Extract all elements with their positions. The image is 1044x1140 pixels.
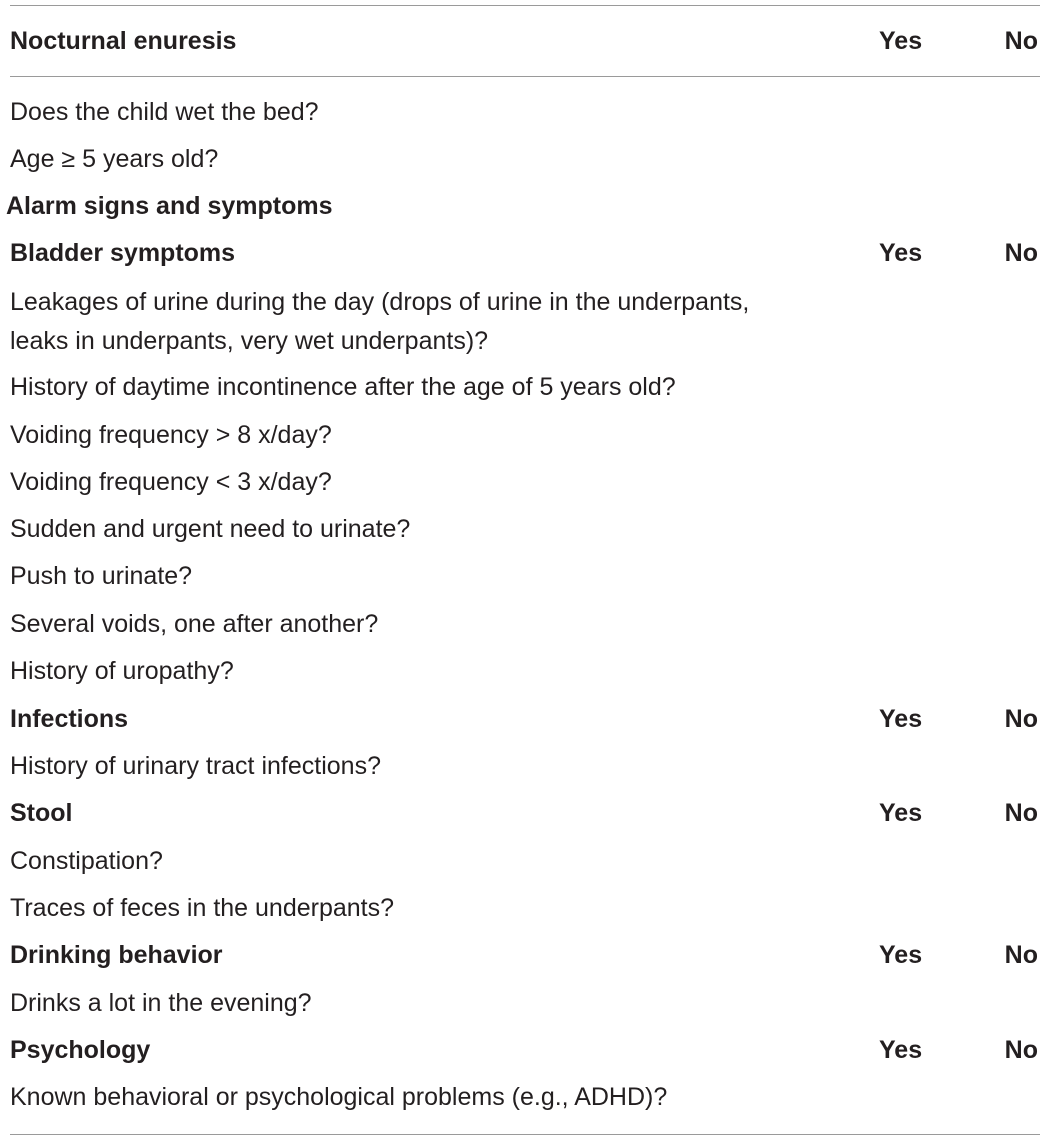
column-no: No: [1004, 27, 1038, 55]
category-row-bladder: [10, 231, 1040, 275]
question-row: [10, 981, 1040, 1025]
question-text: Sudden and urgent need to urinate?: [10, 515, 411, 543]
question-row: [10, 602, 1040, 646]
question-text: Several voids, one after another?: [10, 610, 379, 638]
header-title: Nocturnal enuresis: [10, 27, 237, 55]
question-text: History of urinary tract infections?: [10, 752, 381, 780]
question-text: Voiding frequency > 8 x/day?: [10, 421, 332, 449]
category-title: Psychology: [10, 1036, 151, 1064]
question-row: [10, 283, 1040, 367]
top-rule: [10, 5, 1040, 6]
category-row-psychology: [10, 1028, 1040, 1072]
category-title: Stool: [10, 799, 73, 827]
question-text: Age ≥ 5 years old?: [10, 145, 219, 173]
column-no: No: [1004, 799, 1038, 827]
column-yes: Yes: [879, 239, 923, 267]
question-text: History of uropathy?: [10, 657, 234, 685]
category-title: Infections: [10, 705, 129, 733]
column-no: No: [1004, 941, 1038, 969]
question-row: [10, 460, 1040, 504]
question-text: Traces of feces in the underpants?: [10, 894, 395, 922]
category-row-drinking: [10, 933, 1040, 977]
column-no: No: [1004, 1036, 1038, 1064]
question-row: [10, 839, 1040, 883]
question-row: [10, 554, 1040, 598]
category-row-stool: [10, 791, 1040, 835]
question-text: Push to urinate?: [10, 562, 193, 590]
question-row: [10, 507, 1040, 551]
column-yes: Yes: [879, 941, 923, 969]
question-text: Drinks a lot in the evening?: [10, 989, 312, 1017]
category-row-infections: [10, 697, 1040, 741]
category-title: Bladder symptoms: [10, 239, 236, 267]
question-row: [10, 90, 1040, 134]
section-heading-text: Alarm signs and symptoms: [6, 192, 333, 220]
question-text: Does the child wet the bed?: [10, 98, 319, 126]
question-row: [10, 649, 1040, 693]
section-heading-alarm: [6, 184, 1036, 228]
question-text: Known behavioral or psychological problems (e.g., ADHD)?: [10, 1083, 668, 1111]
header-row: [10, 19, 1040, 63]
column-yes: Yes: [879, 27, 923, 55]
column-yes: Yes: [879, 705, 923, 733]
question-row: [10, 744, 1040, 788]
question-row: [10, 137, 1040, 181]
question-text: Leakages of urine during the day (drops of urine in the underpants, leaks in underpants, very wet underpants)?: [10, 288, 750, 355]
header-rule: [10, 76, 1040, 77]
question-row: [10, 1075, 1040, 1119]
question-row: [10, 886, 1040, 930]
column-no: No: [1004, 239, 1038, 267]
column-yes: Yes: [879, 799, 923, 827]
question-text: History of daytime incontinence after the age of 5 years old?: [10, 373, 676, 401]
column-yes: Yes: [879, 1036, 923, 1064]
question-text: Constipation?: [10, 847, 163, 875]
column-no: No: [1004, 705, 1038, 733]
category-title: Drinking behavior: [10, 941, 223, 969]
question-text: Voiding frequency < 3 x/day?: [10, 468, 332, 496]
question-row: [10, 413, 1040, 457]
question-row: [10, 365, 1040, 409]
bottom-rule: [10, 1134, 1040, 1135]
